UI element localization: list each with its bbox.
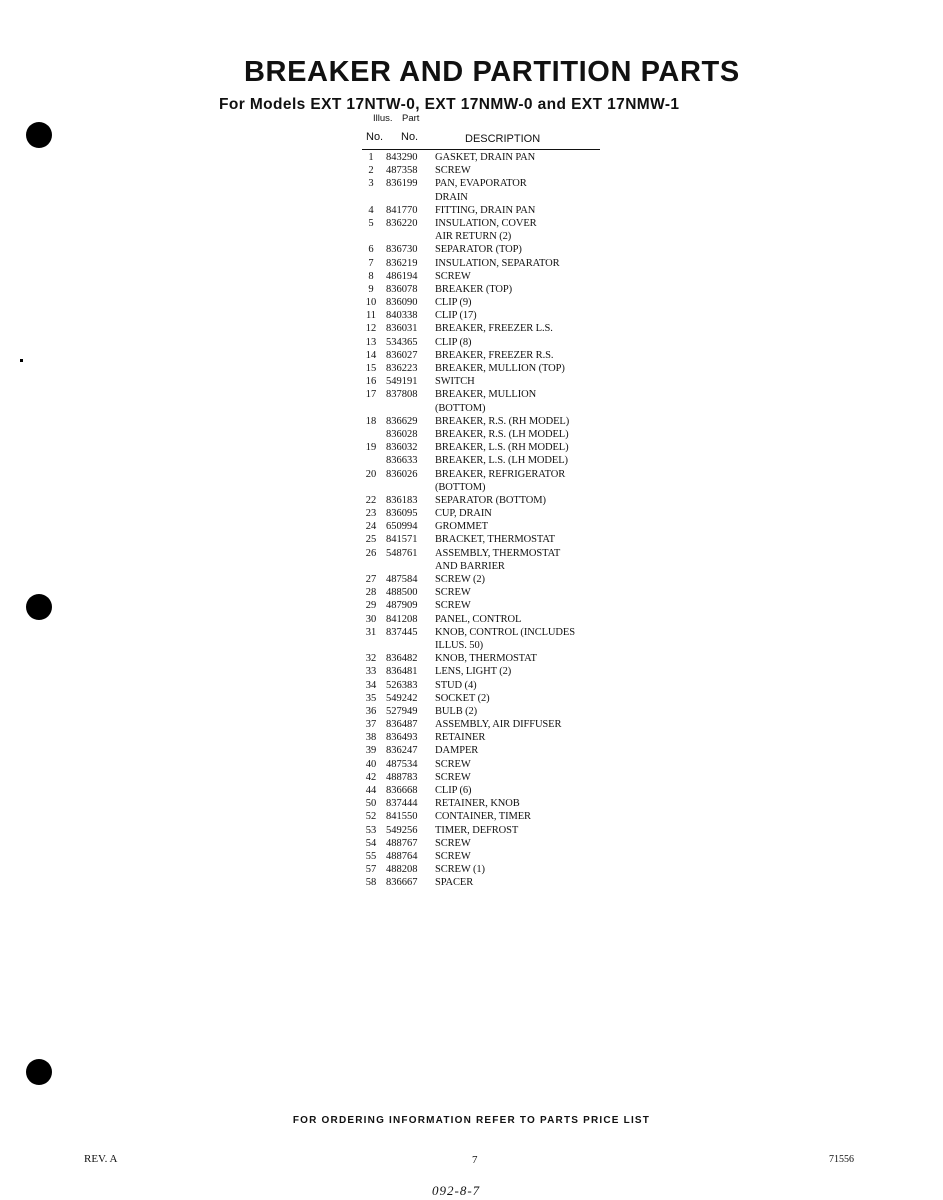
illus-number: 37 bbox=[365, 719, 377, 731]
illus-number bbox=[362, 230, 380, 243]
table-row bbox=[362, 151, 612, 164]
part-number: 650994 bbox=[386, 521, 418, 533]
punch-hole-top bbox=[26, 122, 52, 148]
part-description: ASSEMBLY, THERMOSTAT bbox=[435, 547, 561, 559]
part-number: 488500 bbox=[386, 587, 418, 599]
part-description: GROMMET bbox=[435, 521, 488, 533]
scan-speck bbox=[20, 359, 23, 362]
table-row bbox=[362, 573, 612, 586]
part-description: SCREW bbox=[435, 165, 471, 177]
part-number: 836028 bbox=[386, 428, 418, 440]
illus-number: 28 bbox=[365, 587, 377, 599]
table-row bbox=[362, 837, 612, 850]
part-description: SEPARATOR (TOP) bbox=[435, 244, 522, 256]
illus-number: 55 bbox=[365, 850, 377, 862]
part-description: KNOB, CONTROL (INCLUDES bbox=[435, 626, 575, 638]
illus-number: 54 bbox=[365, 837, 377, 849]
illus-number: 26 bbox=[365, 547, 377, 559]
part-number: 487358 bbox=[386, 165, 418, 177]
part-description: SCREW bbox=[435, 600, 471, 612]
table-row bbox=[362, 692, 612, 705]
illus-number: 58 bbox=[365, 877, 377, 889]
illus-number: 12 bbox=[365, 323, 377, 335]
part-description: RETAINER bbox=[435, 732, 486, 744]
table-row bbox=[362, 547, 612, 560]
part-description: CLIP (17) bbox=[435, 310, 477, 322]
table-row bbox=[362, 626, 612, 639]
part-description: AND BARRIER bbox=[435, 560, 505, 572]
table-row bbox=[362, 613, 612, 626]
table-row bbox=[362, 349, 612, 362]
table-row bbox=[362, 599, 612, 612]
table-row bbox=[362, 744, 612, 757]
part-number: 836482 bbox=[386, 653, 418, 665]
part-description: BREAKER (TOP) bbox=[435, 283, 512, 295]
table-row bbox=[362, 164, 612, 177]
illus-number bbox=[362, 428, 380, 441]
part-number: 841770 bbox=[386, 204, 418, 216]
part-description: CLIP (6) bbox=[435, 785, 472, 796]
illus-number: 29 bbox=[365, 600, 377, 612]
part-number: 488767 bbox=[386, 837, 418, 849]
table-row bbox=[362, 441, 612, 454]
part-number: 488783 bbox=[386, 771, 418, 783]
part-description: SPACER bbox=[435, 877, 474, 889]
part-description: PAN, EVAPORATOR bbox=[435, 178, 527, 190]
illus-number: 25 bbox=[365, 534, 377, 546]
part-number: 549242 bbox=[386, 692, 418, 704]
table-row bbox=[362, 705, 612, 718]
document-code: 71556 bbox=[829, 1154, 854, 1165]
part-number: 841571 bbox=[386, 534, 418, 546]
part-number: 836031 bbox=[386, 323, 418, 335]
part-number bbox=[380, 402, 435, 415]
part-number bbox=[380, 481, 435, 494]
part-description: BULB (2) bbox=[435, 705, 478, 717]
illus-number: 7 bbox=[368, 257, 374, 269]
part-number: 836027 bbox=[386, 349, 418, 361]
part-description: CUP, DRAIN bbox=[435, 508, 492, 520]
part-number: 841208 bbox=[386, 613, 418, 625]
part-number: 836493 bbox=[386, 732, 418, 744]
table-row bbox=[362, 850, 612, 863]
part-number: 836183 bbox=[386, 494, 418, 506]
part-number: 836026 bbox=[386, 468, 418, 480]
table-row bbox=[362, 876, 612, 889]
table-row bbox=[362, 639, 612, 652]
illus-number: 34 bbox=[365, 679, 377, 691]
part-number: 549191 bbox=[386, 376, 418, 388]
illus-number: 32 bbox=[365, 653, 377, 665]
illus-number: 18 bbox=[365, 415, 377, 427]
table-row bbox=[362, 362, 612, 375]
part-description: BREAKER, L.S. (LH MODEL) bbox=[435, 455, 568, 467]
table-row bbox=[362, 520, 612, 533]
illus-number: 27 bbox=[365, 574, 377, 585]
table-row bbox=[362, 468, 612, 481]
header-illus-label: Illus. bbox=[373, 113, 393, 124]
part-description: KNOB, THERMOSTAT bbox=[435, 653, 537, 665]
illus-number: 53 bbox=[365, 824, 377, 836]
illus-number bbox=[362, 560, 380, 573]
part-description: STUD (4) bbox=[435, 679, 477, 691]
models-subtitle: For Models EXT 17NTW-0, EXT 17NMW-0 and EXT 17NMW-1 bbox=[219, 96, 680, 113]
part-description: INSULATION, SEPARATOR bbox=[435, 257, 560, 269]
page-number: 7 bbox=[472, 1154, 478, 1166]
illus-number: 5 bbox=[368, 217, 374, 229]
part-description: ILLUS. 50) bbox=[435, 639, 483, 651]
table-row bbox=[362, 810, 612, 823]
table-row bbox=[362, 375, 612, 388]
part-description: BREAKER, MULLION (TOP) bbox=[435, 363, 565, 374]
table-row bbox=[362, 481, 612, 494]
part-description: INSULATION, COVER bbox=[435, 217, 537, 229]
table-row bbox=[362, 758, 612, 771]
illus-number: 44 bbox=[365, 785, 377, 796]
part-number: 836078 bbox=[386, 283, 418, 295]
illus-number: 4 bbox=[368, 204, 374, 216]
part-description: BREAKER, MULLION bbox=[435, 389, 537, 401]
table-row bbox=[362, 718, 612, 731]
part-description: CLIP (9) bbox=[435, 297, 472, 309]
table-row bbox=[362, 270, 612, 283]
illus-number: 13 bbox=[365, 336, 377, 348]
header-illus-no: No. bbox=[366, 131, 384, 143]
part-number: 836220 bbox=[386, 217, 418, 229]
illus-number: 11 bbox=[365, 310, 377, 322]
table-row bbox=[362, 336, 612, 349]
part-description: (BOTTOM) bbox=[435, 481, 486, 493]
table-row bbox=[362, 679, 612, 692]
part-description: BREAKER, REFRIGERATOR bbox=[435, 468, 566, 480]
part-number: 836095 bbox=[386, 508, 418, 520]
part-description: BRACKET, THERMOSTAT bbox=[435, 534, 555, 546]
part-number: 840338 bbox=[386, 310, 418, 322]
table-row bbox=[362, 863, 612, 876]
table-row bbox=[362, 177, 612, 190]
header-part-label: Part bbox=[402, 113, 420, 124]
illus-number: 38 bbox=[365, 732, 377, 744]
part-description: ASSEMBLY, AIR DIFFUSER bbox=[435, 719, 562, 731]
part-number: 836199 bbox=[386, 178, 418, 190]
punch-hole-middle bbox=[26, 594, 52, 620]
parts-list bbox=[362, 151, 612, 890]
table-row bbox=[362, 283, 612, 296]
handwritten-note: 092-8-7 bbox=[432, 1183, 481, 1198]
table-row bbox=[362, 560, 612, 573]
part-description: SEPARATOR (BOTTOM) bbox=[435, 494, 546, 506]
part-description: BREAKER, FREEZER L.S. bbox=[435, 323, 553, 335]
header-part-no: No. bbox=[401, 131, 419, 143]
illus-number bbox=[362, 454, 380, 467]
part-description: CLIP (8) bbox=[435, 336, 472, 348]
header-description: DESCRIPTION bbox=[465, 133, 541, 145]
part-number bbox=[380, 191, 435, 204]
table-row bbox=[362, 797, 612, 810]
illus-number bbox=[362, 639, 380, 652]
table-row bbox=[362, 204, 612, 217]
illus-number: 10 bbox=[365, 297, 377, 309]
part-description: GASKET, DRAIN PAN bbox=[435, 152, 536, 163]
part-number: 836032 bbox=[386, 442, 418, 454]
part-description: SCREW bbox=[435, 758, 471, 770]
part-number: 527949 bbox=[386, 705, 418, 717]
part-number: 836629 bbox=[386, 415, 418, 427]
illus-number: 23 bbox=[365, 508, 377, 520]
part-number: 836223 bbox=[386, 363, 418, 374]
illus-number bbox=[362, 191, 380, 204]
part-number: 836090 bbox=[386, 297, 418, 309]
part-number: 488208 bbox=[386, 864, 418, 876]
part-number: 487584 bbox=[386, 574, 418, 585]
part-number: 548761 bbox=[386, 547, 418, 559]
illus-number: 52 bbox=[365, 811, 377, 823]
table-row bbox=[362, 257, 612, 270]
illus-number: 8 bbox=[368, 270, 374, 282]
ordering-note: FOR ORDERING INFORMATION REFER TO PARTS PRICE LIST bbox=[292, 1115, 651, 1126]
table-row bbox=[362, 507, 612, 520]
table-row bbox=[362, 494, 612, 507]
illus-number: 33 bbox=[365, 666, 377, 678]
illus-number: 24 bbox=[365, 521, 377, 533]
part-description: BREAKER, FREEZER R.S. bbox=[435, 349, 554, 361]
illus-number: 1 bbox=[368, 152, 374, 163]
part-description: SCREW bbox=[435, 771, 471, 783]
part-number: 837808 bbox=[386, 389, 418, 401]
illus-number: 9 bbox=[368, 283, 374, 295]
table-row bbox=[362, 652, 612, 665]
header-rule bbox=[362, 149, 600, 150]
illus-number: 50 bbox=[365, 798, 377, 810]
table-row bbox=[362, 665, 612, 678]
page-title: BREAKER AND PARTITION PARTS bbox=[244, 56, 740, 88]
part-description: DRAIN bbox=[435, 191, 468, 203]
part-number bbox=[380, 639, 435, 652]
part-description: RETAINER, KNOB bbox=[435, 798, 520, 810]
part-description: BREAKER, L.S. (RH MODEL) bbox=[435, 442, 569, 454]
part-description: CONTAINER, TIMER bbox=[435, 811, 531, 823]
illus-number: 2 bbox=[368, 165, 374, 177]
illus-number: 17 bbox=[365, 389, 377, 401]
part-description: LENS, LIGHT (2) bbox=[435, 666, 512, 678]
table-row bbox=[362, 243, 612, 256]
part-number: 487909 bbox=[386, 600, 418, 612]
part-description: (BOTTOM) bbox=[435, 402, 486, 414]
table-row bbox=[362, 402, 612, 415]
illus-number: 19 bbox=[365, 442, 377, 454]
part-description: SWITCH bbox=[435, 376, 475, 388]
table-row bbox=[362, 731, 612, 744]
part-number bbox=[380, 560, 435, 573]
table-row bbox=[362, 454, 612, 467]
part-description: DAMPER bbox=[435, 745, 479, 757]
part-description: SOCKET (2) bbox=[435, 692, 490, 704]
table-row bbox=[362, 191, 612, 204]
table-row bbox=[362, 415, 612, 428]
table-row bbox=[362, 217, 612, 230]
illus-number: 6 bbox=[368, 244, 374, 256]
table-row bbox=[362, 533, 612, 546]
part-number: 836667 bbox=[386, 877, 418, 889]
table-row bbox=[362, 824, 612, 837]
table-row bbox=[362, 771, 612, 784]
illus-number: 16 bbox=[365, 376, 377, 388]
part-number: 836247 bbox=[386, 745, 418, 757]
part-description: BREAKER, R.S. (LH MODEL) bbox=[435, 428, 569, 440]
part-number: 486194 bbox=[386, 270, 418, 282]
illus-number bbox=[362, 481, 380, 494]
part-description: SCREW (2) bbox=[435, 574, 485, 585]
illus-number: 20 bbox=[365, 468, 377, 480]
table-row bbox=[362, 309, 612, 322]
table-row bbox=[362, 586, 612, 599]
part-number: 836730 bbox=[386, 244, 418, 256]
part-number: 836487 bbox=[386, 719, 418, 731]
part-description: SCREW bbox=[435, 850, 471, 862]
table-row bbox=[362, 784, 612, 797]
illus-number: 3 bbox=[368, 178, 374, 190]
table-row bbox=[362, 296, 612, 309]
part-description: SCREW bbox=[435, 270, 471, 282]
part-number: 836633 bbox=[386, 455, 418, 467]
illus-number: 14 bbox=[365, 349, 377, 361]
part-number: 488764 bbox=[386, 850, 418, 862]
part-number: 836668 bbox=[386, 785, 418, 796]
part-description: SCREW bbox=[435, 587, 471, 599]
table-row bbox=[362, 428, 612, 441]
part-number: 836481 bbox=[386, 666, 418, 678]
illus-number: 31 bbox=[365, 626, 377, 638]
table-row bbox=[362, 230, 612, 243]
illus-number: 15 bbox=[365, 363, 377, 374]
part-number: 534365 bbox=[386, 336, 418, 348]
part-description: TIMER, DEFROST bbox=[435, 824, 519, 836]
table-row bbox=[362, 388, 612, 401]
revision-label: REV. A bbox=[84, 1153, 118, 1165]
illus-number bbox=[362, 402, 380, 415]
part-number: 843290 bbox=[386, 152, 418, 163]
part-number: 526383 bbox=[386, 679, 418, 691]
illus-number: 57 bbox=[365, 864, 377, 876]
part-description: SCREW bbox=[435, 837, 471, 849]
part-number: 841550 bbox=[386, 811, 418, 823]
part-number: 549256 bbox=[386, 824, 418, 836]
part-description: BREAKER, R.S. (RH MODEL) bbox=[435, 415, 570, 427]
part-number: 487534 bbox=[386, 758, 418, 770]
punch-hole-bottom bbox=[26, 1059, 52, 1085]
part-number: 837444 bbox=[386, 798, 418, 810]
illus-number: 40 bbox=[365, 758, 377, 770]
part-description: AIR RETURN (2) bbox=[435, 231, 512, 243]
part-number: 836219 bbox=[386, 257, 418, 269]
part-number bbox=[380, 230, 435, 243]
illus-number: 42 bbox=[365, 771, 377, 783]
table-row bbox=[362, 322, 612, 335]
illus-number: 36 bbox=[365, 705, 377, 717]
illus-number: 39 bbox=[365, 745, 377, 757]
illus-number: 35 bbox=[365, 692, 377, 704]
illus-number: 30 bbox=[365, 613, 377, 625]
part-description: PANEL, CONTROL bbox=[435, 613, 522, 625]
part-description: FITTING, DRAIN PAN bbox=[435, 204, 536, 216]
illus-number: 22 bbox=[365, 494, 377, 506]
part-description: SCREW (1) bbox=[435, 864, 485, 876]
part-number: 837445 bbox=[386, 626, 418, 638]
